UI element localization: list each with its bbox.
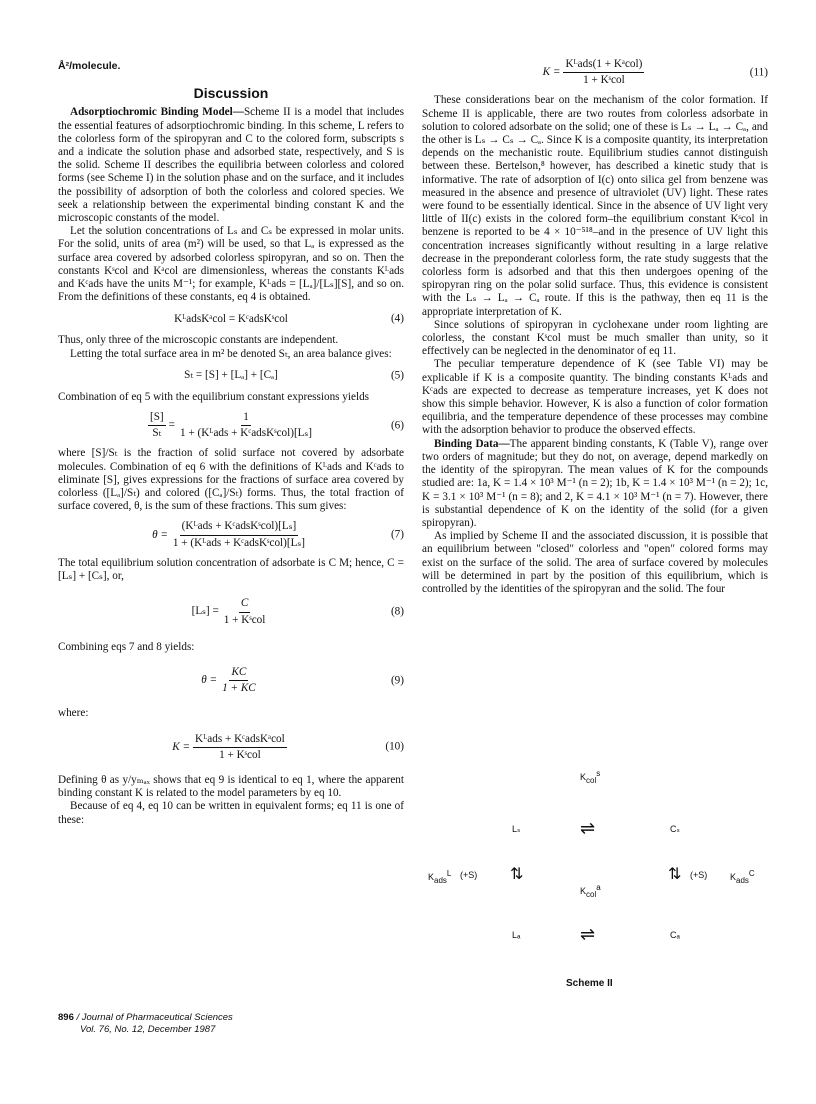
denominator: Sₜ	[152, 427, 162, 440]
equation-number: (7)	[390, 528, 404, 541]
denominator: 1 + (Kᴸads + KᶜadsKˢcol)[Lₛ]	[179, 427, 313, 440]
equation-lhs: θ =	[201, 674, 218, 686]
top-line: Å²/molecule.	[58, 60, 121, 72]
fraction	[222, 597, 268, 626]
paragraph: Let the solution concentrations of Lₛ and Cₛ be expressed in molar units. For the solid, units of area (m²) will be used, so that Lₐ is expressed as the surface area covered by adsorbed colorless spiropyran, and so on. Then the constants Kˢcol and Kᵃcol are dimensionless, whereas the constants Kᴸads and Kᶜads have the units M⁻¹; for example, Kᴸads = [Lₐ]/[Lₛ][S], and so on. From the definitions of these constants, eq 4 is obtained.	[58, 225, 404, 304]
equation-lhs: [Lₛ] =	[191, 605, 219, 618]
plus-s-right: (+S)	[690, 870, 708, 880]
paragraph: Combination of eq 5 with the equilibrium constant expressions yields	[58, 390, 370, 403]
cs-label: Cₛ	[670, 824, 680, 834]
right-column	[422, 0, 768, 596]
numerator: Kᴸads + KᶜadsKᵃcol	[193, 733, 287, 748]
equilibrium-arrow-top: ⇌	[580, 818, 596, 838]
paragraph: Defining θ as y/yₘₐₓ shows that eq 9 is identical to eq 1, where the apparent binding constant K is related to the model parameters by eq 10.	[58, 773, 404, 800]
fraction	[193, 733, 287, 762]
equation-number: (5)	[390, 369, 404, 382]
left-column	[58, 0, 404, 827]
run-in-heading: Binding Data—	[434, 437, 510, 450]
equation-number: (8)	[390, 605, 404, 618]
paragraph: where:	[58, 707, 89, 720]
numerator: [S]	[148, 411, 166, 426]
equation-4	[58, 311, 404, 327]
k-ads-c-label: $K_{ads}^C$	[730, 869, 755, 885]
paragraph: The total equilibrium solution concentration of adsorbate is C M; hence, C = [Lₛ] + [Cₛ], or,	[58, 556, 404, 583]
fraction	[148, 411, 166, 440]
journal-name: / Journal of Pharmaceutical Sciences	[73, 1012, 233, 1023]
paragraph-text: Scheme II is a model that includes the essential features of adsorptiochromic binding. In this scheme, L refers to the colorless form of the spiropyran and C to the colored form, subscripts s and a indicate the solution phase and adsorbed state, respectively, and S is the solid. Scheme II describes the equilibria between colorless and colored forms (see Scheme I) in the solution phase and on the surface, and it includes the possibility of adsorption of both the colorless and colored species. We seek a relationship between the experimental binding constant K and the microscopic constants of the model.	[58, 106, 404, 225]
equation-7	[58, 520, 404, 549]
equation-8	[58, 597, 404, 626]
paragraph: Letting the total surface area in m² be denoted Sₜ, an area balance gives:	[70, 347, 392, 360]
numerator: KC	[229, 666, 248, 681]
equation-number: (10)	[385, 740, 404, 753]
ca-label: Cₐ	[670, 930, 680, 940]
paragraph	[422, 438, 768, 530]
volume-info: Vol. 76, No. 12, December 1987	[80, 1024, 216, 1035]
equation-9	[58, 666, 404, 695]
paragraph: Combining eqs 7 and 8 yields:	[58, 640, 195, 653]
equals-sign: =	[168, 419, 175, 432]
vertical-equilibrium-arrow-left: ⇅	[510, 866, 524, 883]
page-number: 896	[58, 1012, 74, 1023]
paragraph: As implied by Scheme II and the associated discussion, it is possible that an equilibrium between "closed" colorless and "open" colored forms may exist on the surface of the solid. The area of surface covered by molecules will be determined in part by the position of this equilibrium, which is controlled by the identities of the spiropyran and the solid. The four	[422, 530, 768, 595]
run-in-heading: Adsorptiochromic Binding Model—	[70, 106, 244, 119]
equation-number: (11)	[749, 66, 768, 79]
equation-10	[58, 733, 404, 762]
equation-lhs: K =	[542, 66, 561, 79]
numerator: 1	[241, 411, 251, 426]
paragraph	[58, 106, 404, 225]
equation-lhs: θ =	[152, 528, 168, 541]
scheme-ii-diagram	[420, 770, 766, 1000]
k-col-a-label: $K_{col}^a$	[580, 883, 601, 899]
paragraph: Since solutions of spiropyran in cyclohexane under room lighting are colorless, the constant Kˢcol must be much smaller than unity, so it effectively can be neglected in the denominator of eq 11.	[422, 318, 768, 358]
denominator: 1 + Kˢcol	[219, 748, 261, 761]
equation-number: (4)	[390, 312, 404, 325]
equation-body: KᴸadsKᵃcol = KᶜadsKˢcol	[174, 312, 288, 325]
footer-line-1	[58, 1012, 233, 1024]
denominator: 1 + Kˢcol	[223, 613, 266, 626]
numerator: C	[239, 597, 250, 612]
fraction	[563, 58, 644, 87]
k-col-s-label: $K_{col}^s$	[580, 769, 601, 785]
fraction	[220, 666, 258, 695]
fraction	[178, 411, 314, 440]
denominator: 1 + Kˢcol	[583, 74, 625, 87]
denominator: 1 + (Kᴸads + KᶜadsKˢcol)[Lₛ]	[172, 536, 305, 549]
equation-5	[58, 368, 404, 384]
la-label: Lₐ	[512, 930, 521, 940]
equation-number: (9)	[390, 674, 404, 687]
equilibrium-arrow-bottom: ⇌	[580, 924, 596, 944]
denominator: 1 + KC	[222, 682, 256, 695]
equation-6	[58, 411, 404, 440]
page-footer	[58, 1012, 233, 1036]
paragraph-text: The apparent binding constants, K (Table V), range over two orders of magnitude; but they do not, on average, depend markedly on the identity of the spiropyran. The mean values of K for the compounds studied are: 1a, K = 1.4 × 10³ M⁻¹ (n = 2); 1b, K = 1.4 × 10³ M⁻¹ (n = 2); 1c, K = 3.1 × 10³ M⁻¹ (n = 8); and 2, K = 4.1 × 10³ M⁻¹ (n = 7). However, there is substantial dependence of K on the identity of the solid (for a given spiropyran).	[422, 437, 768, 529]
ls-label: Lₛ	[512, 824, 521, 834]
numerator: Kᴸads(1 + Kᵃcol)	[563, 58, 644, 73]
equation-body: Sₜ = [S] + [Lₐ] + [Cₐ]	[184, 369, 278, 382]
paragraph: These considerations bear on the mechanism of the color formation. If Scheme II is applicable, there are two routes from colorless adsorbate in solution to colored adsorbate on the solid; one of these is Lₛ → Lₐ → Cₐ, and the other is Lₛ → Cₛ → Cₐ. Since K is a composite quantity, its interpretation depends on the mechanistic route. Equilibrium studies cannot distinguish between these. Bertelson,⁸ however, has described a kinetic study that is informative. The rate of adsorption of I(c) onto silica gel from benzene was measured in the absence and presence of ultraviolet (UV) light. These rates were found to be essentially identical. Since in the absence of UV light very little of II(c) exists in the colored form–the equilibrium constant Kˢcol in benzene is reported to be 4 × 10⁻⁵¹⁸–and in the presence of UV light this concentration increases significantly without resulting in a large relative decrease in the preponderant colorless form, the rate study suggests that the colorless form is adsorbed and that this then undergoes opening of the spiropyran ring on the polar solid surface. Thus, this evidence is consistent with the Lₛ → Lₐ → Cₐ route. If this is the pathway, then eq 11 is the appropriate interpretation of K.	[422, 94, 768, 318]
paragraph: Because of eq 4, eq 10 can be written in equivalent forms; eq 11 is one of these:	[58, 800, 404, 826]
section-heading: Discussion	[193, 85, 269, 102]
vertical-equilibrium-arrow-right: ⇅	[668, 866, 682, 883]
paragraph: The peculiar temperature dependence of K (see Table VI) may be explicable if K is a composite quantity. The binding constants Kᴸads and Kᶜads are expected to decrease as temperature increases, yet K does not show this simple behavior. However, K is also a function of color formation equilibria, and the temperature dependence of these processes may combine with the adsorption behavior to produce the observed effects.	[422, 358, 768, 437]
numerator: (Kᴸads + KᶜadsKˢcol)[Lₛ]	[180, 520, 299, 535]
paragraph: where [S]/Sₜ is the fraction of solid surface not covered by adsorbate molecules. Combination of eq 6 with the definitions of Kᴸads and Kᶜads to eliminate [S], gives expressions for the fractions of surface area covered by colorless ([Lₐ]/Sₜ) and colored ([Cₐ]/Sₜ) forms. Thus, the total fraction of surface covered, θ, is the sum of these fractions. This sum gives:	[58, 447, 404, 513]
equation-11	[422, 58, 768, 87]
equation-number: (6)	[390, 419, 404, 432]
equation-lhs: K =	[172, 740, 191, 753]
fraction	[171, 520, 307, 549]
plus-s-left: (+S)	[460, 870, 478, 880]
k-ads-l-label: $K_{ads}^L$	[428, 869, 452, 885]
scheme-caption: Scheme II	[566, 978, 613, 989]
paragraph: Thus, only three of the microscopic constants are independent.	[58, 334, 339, 347]
